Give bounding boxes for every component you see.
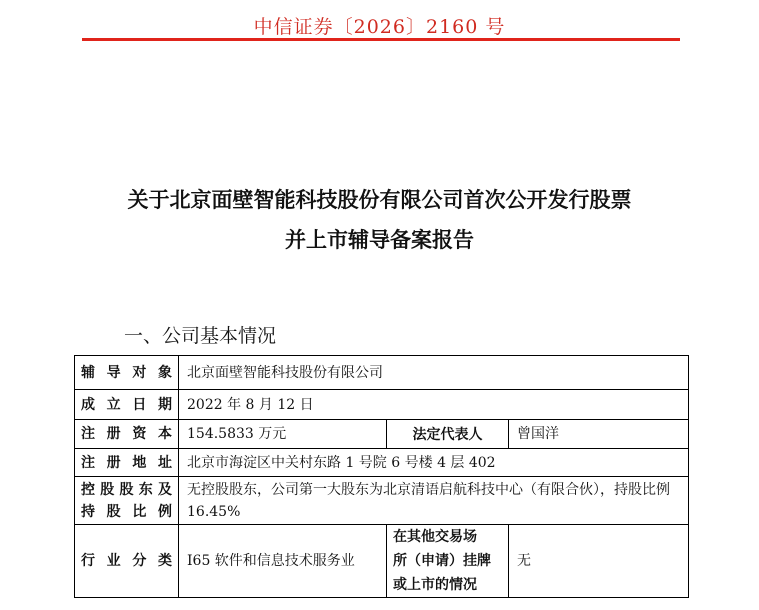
label-other-exchange-line-2: 所（申请）挂牌 [393, 553, 491, 569]
label-controlling-shareholder [75, 477, 179, 525]
document-title-line-2: 并上市辅导备案报告 [285, 227, 474, 252]
table-row [75, 525, 689, 598]
label-legal-representative: 法定代表人 [387, 420, 509, 449]
value-controlling-shareholder: 无控股股东，公司第一大股东为北京清语启航科技中心（有限合伙），持股比例 16.45% [179, 477, 689, 525]
red-divider-line [82, 38, 680, 41]
label-other-exchange-line-3: 或上市的情况 [393, 577, 477, 593]
document-number: 中信证券〔2026〕2160 号 [253, 16, 506, 38]
company-info-table [74, 355, 689, 598]
document-title-line-1: 关于北京面壁智能科技股份有限公司首次公开发行股票 [127, 187, 632, 212]
label-establishment-date: 成立日期 [75, 390, 179, 420]
value-industry-classification: I65 软件和信息技术服务业 [179, 525, 387, 598]
label-other-exchange-listing [387, 525, 509, 598]
value-tutoring-target: 北京面壁智能科技股份有限公司 [179, 356, 689, 390]
table-row [75, 356, 689, 390]
value-legal-representative: 曾国洋 [509, 420, 689, 449]
label-controlling-shareholder-line-1: 控股股东及 [81, 481, 172, 498]
label-registered-address: 注册地址 [75, 449, 179, 477]
value-registered-capital: 154.5833 万元 [179, 420, 387, 449]
label-registered-capital: 注册资本 [75, 420, 179, 449]
label-tutoring-target: 辅导对象 [75, 356, 179, 390]
table-row [75, 477, 689, 525]
table-row [75, 390, 689, 420]
section-heading: 一、公司基本情况 [124, 325, 277, 347]
value-establishment-date: 2022 年 8 月 12 日 [179, 390, 689, 420]
table-row [75, 449, 689, 477]
value-other-exchange-listing: 无 [509, 525, 689, 598]
label-industry-classification: 行业分类 [75, 525, 179, 598]
label-controlling-shareholder-line-2: 持股比例 [81, 503, 172, 520]
table-row [75, 420, 689, 449]
label-other-exchange-line-1: 在其他交易场 [393, 529, 477, 545]
value-registered-address: 北京市海淀区中关村东路 1 号院 6 号楼 4 层 402 [179, 449, 689, 477]
